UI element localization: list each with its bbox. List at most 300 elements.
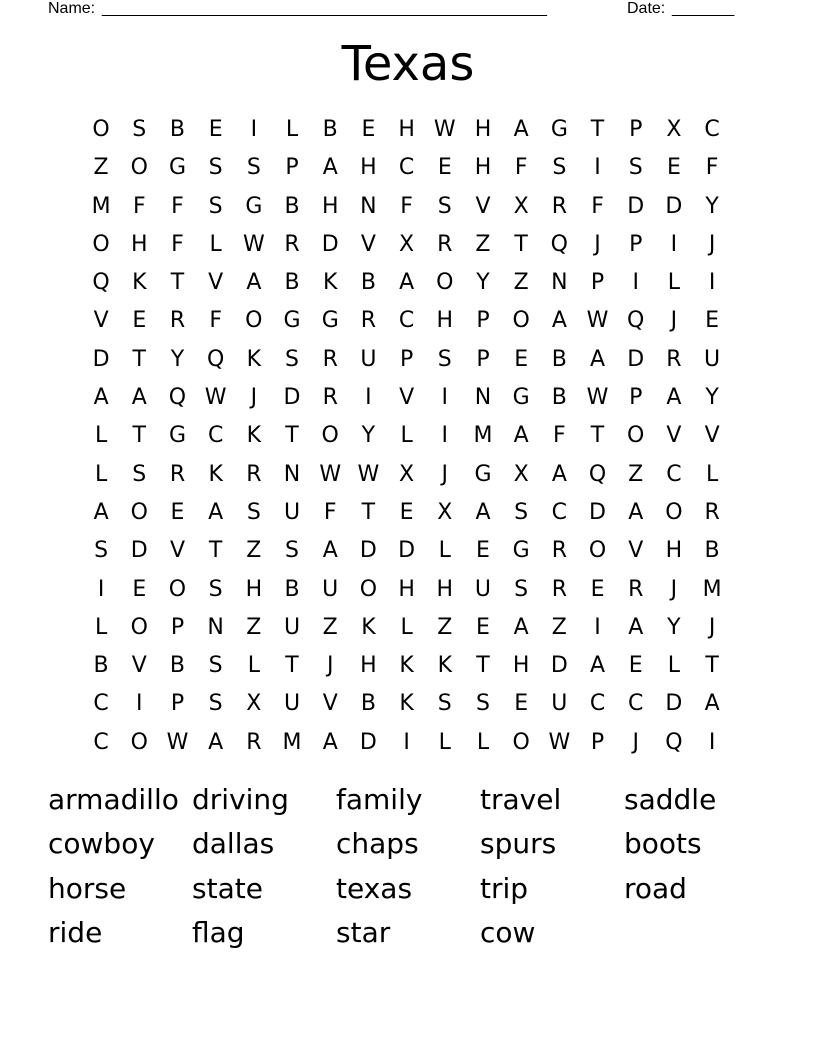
grid-letter: P <box>170 614 185 640</box>
grid-letter: S <box>437 193 452 219</box>
grid-letter: U <box>474 576 492 602</box>
grid-letter: E <box>208 117 223 142</box>
grid-letter: S <box>628 155 643 181</box>
grid-letter: Z <box>246 614 262 640</box>
grid-letter: H <box>512 653 530 679</box>
word-list-item: state <box>192 871 263 905</box>
word-list-item: family <box>336 783 423 816</box>
word-list-item: armadillo <box>48 783 179 816</box>
grid-letter: D <box>665 691 683 717</box>
grid-letter: D <box>92 346 110 372</box>
grid-letter: A <box>704 691 720 717</box>
grid-letter: C <box>666 461 682 487</box>
word-list-item: trip <box>480 871 529 905</box>
grid-letter: J <box>670 576 678 602</box>
grid-letter: L <box>667 653 681 679</box>
grid-letter: S <box>285 538 300 564</box>
grid-letter: J <box>708 614 716 640</box>
grid-letter: U <box>283 499 301 525</box>
grid-letter: C <box>628 691 644 717</box>
grid-letter: S <box>285 346 300 372</box>
grid-letter: G <box>168 423 186 449</box>
page-title: Texas <box>341 36 475 92</box>
grid-letter: L <box>400 614 413 640</box>
grid-row <box>82 724 731 762</box>
grid-letter: O <box>436 270 454 296</box>
grid-row <box>82 609 731 647</box>
grid-row <box>82 647 731 685</box>
grid-letter: S <box>208 653 223 679</box>
grid-letter: V <box>208 270 224 296</box>
grid-letter: M <box>473 423 493 449</box>
grid-letter: T <box>590 117 605 142</box>
grid-letter: L <box>94 461 108 487</box>
grid-letter: O <box>245 308 263 334</box>
grid-letter: K <box>399 653 414 679</box>
grid-letter: D <box>550 653 568 679</box>
grid-letter: S <box>246 499 261 525</box>
grid-letter: A <box>322 729 338 755</box>
header <box>48 0 748 20</box>
grid-letter: S <box>437 691 452 717</box>
grid-letter: H <box>321 193 339 219</box>
grid-letter: P <box>399 346 414 372</box>
grid-letter: H <box>398 117 415 142</box>
grid-letter: W <box>586 308 609 334</box>
grid-letter: R <box>437 231 453 257</box>
grid-letter: B <box>551 346 567 372</box>
grid-letter: A <box>590 346 606 372</box>
grid-letter: T <box>361 499 376 525</box>
grid-letter: Y <box>705 193 719 219</box>
grid-letter: D <box>589 499 606 525</box>
grid-letter: V <box>704 423 720 449</box>
grid-letter: D <box>321 231 339 257</box>
grid-letter: R <box>246 729 262 755</box>
grid-letter: V <box>93 308 109 334</box>
grid-letter: G <box>245 193 263 219</box>
grid-letter: A <box>590 653 606 679</box>
grid-letter: D <box>130 538 148 564</box>
grid-letter: O <box>92 117 110 142</box>
word-list-item: road <box>624 871 687 905</box>
grid-letter: V <box>322 691 338 717</box>
grid-letter: S <box>132 461 147 487</box>
grid-letter: O <box>359 576 378 602</box>
grid-letter: S <box>208 155 223 181</box>
grid-letter: F <box>171 231 184 257</box>
grid-letter: G <box>283 308 301 334</box>
grid-letter: D <box>665 193 683 219</box>
grid-letter: A <box>513 117 529 142</box>
grid-letter: S <box>208 691 223 717</box>
grid-letter: V <box>169 538 185 564</box>
grid-letter: B <box>704 538 720 564</box>
grid-letter: W <box>357 461 380 487</box>
grid-letter: W <box>166 729 189 755</box>
word-list <box>48 778 768 955</box>
grid-letter: A <box>246 270 262 296</box>
grid-letter: L <box>705 461 719 487</box>
grid-letter: K <box>323 270 338 296</box>
grid-letter: E <box>476 614 490 640</box>
grid-letter: E <box>514 691 529 717</box>
word-list-item: ride <box>48 915 103 949</box>
grid-letter: G <box>512 385 530 411</box>
grid-letter: B <box>360 270 376 296</box>
grid-letter: R <box>704 499 720 525</box>
word-list-item: spurs <box>480 827 557 861</box>
grid-letter: I <box>441 385 449 411</box>
grid-row <box>82 494 731 532</box>
grid-letter: O <box>130 729 148 755</box>
word-list-item: texas <box>336 871 413 905</box>
grid-letter: E <box>590 576 605 602</box>
grid-letter: B <box>284 193 300 219</box>
grid-letter: I <box>136 691 143 717</box>
grid-letter: T <box>208 538 223 564</box>
grid-letter: B <box>322 117 338 142</box>
grid-letter: U <box>283 691 301 717</box>
grid-letter: E <box>437 155 452 181</box>
grid-letter: L <box>209 231 222 257</box>
grid-letter: K <box>437 653 452 679</box>
grid-letter: O <box>168 576 187 602</box>
grid-row <box>82 685 731 723</box>
word-list-item: driving <box>192 783 289 816</box>
grid-letter: Z <box>551 614 567 640</box>
grid-letter: E <box>132 576 147 602</box>
grid-letter: P <box>476 346 490 372</box>
grid-letter: J <box>250 385 258 411</box>
grid-letter: R <box>551 193 567 219</box>
grid-letter: U <box>283 614 301 640</box>
grid-letter: R <box>322 346 338 372</box>
grid-letter: E <box>132 308 147 334</box>
grid-letter: V <box>399 385 415 411</box>
grid-letter: B <box>169 653 186 679</box>
grid-letter: W <box>242 231 265 257</box>
grid-letter: L <box>285 117 299 142</box>
grid-letter: Y <box>667 614 681 640</box>
grid-letter: H <box>474 155 492 181</box>
grid-letter: K <box>361 614 376 640</box>
grid-letter: G <box>550 117 568 142</box>
grid-letter: R <box>322 385 338 411</box>
grid-letter: W <box>319 461 342 487</box>
grid-letter: I <box>97 576 105 602</box>
grid-letter: F <box>705 155 719 181</box>
grid-letter: M <box>282 729 302 755</box>
grid-row <box>82 149 731 187</box>
grid-letter: O <box>665 499 683 525</box>
grid-letter: D <box>359 538 377 564</box>
grid-letter: I <box>632 270 639 296</box>
grid-letter: O <box>130 155 148 181</box>
grid-letter: N <box>283 461 301 487</box>
grid-letter: Z <box>93 155 109 181</box>
word-list-item: boots <box>624 827 702 861</box>
grid-row <box>82 379 731 417</box>
grid-letter: A <box>131 385 147 411</box>
word-list-item: chaps <box>336 827 419 861</box>
grid-letter: A <box>513 423 529 449</box>
grid-letter: R <box>628 576 644 602</box>
grid-letter: B <box>284 270 300 296</box>
grid-letter: C <box>398 308 415 334</box>
grid-letter: R <box>169 461 186 487</box>
grid-letter: P <box>629 117 643 142</box>
grid-letter: Z <box>513 270 529 296</box>
grid-letter: T <box>705 653 719 679</box>
grid-letter: R <box>169 308 186 334</box>
grid-letter: F <box>591 193 604 219</box>
grid-letter: A <box>628 614 644 640</box>
grid-letter: R <box>666 346 682 372</box>
grid-letter: T <box>476 653 490 679</box>
grid-letter: A <box>208 499 224 525</box>
grid-letter: B <box>93 653 109 679</box>
grid-letter: N <box>551 270 568 296</box>
grid-letter: S <box>208 193 223 219</box>
word-list-item: cow <box>480 915 536 949</box>
word-list-item: dallas <box>192 827 275 861</box>
grid-letter: X <box>666 117 682 142</box>
grid-letter: J <box>441 461 449 487</box>
grid-letter: E <box>628 653 643 679</box>
grid-letter: L <box>476 729 490 755</box>
grid-letter: F <box>132 193 146 219</box>
grid-letter: Q <box>550 231 568 257</box>
grid-letter: G <box>474 461 492 487</box>
grid-letter: I <box>670 231 678 257</box>
word-list-item: horse <box>48 871 127 905</box>
grid-letter: E <box>476 538 490 564</box>
grid-letter: T <box>514 231 528 257</box>
grid-letter: N <box>360 193 377 219</box>
grid-letter: Q <box>168 385 187 411</box>
grid-letter: E <box>514 346 529 372</box>
grid-letter: F <box>323 499 337 525</box>
grid-letter: I <box>708 270 716 296</box>
grid-letter: V <box>475 193 491 219</box>
grid-letter: S <box>132 117 147 142</box>
grid-letter: G <box>512 538 530 564</box>
grid-letter: H <box>398 576 415 602</box>
word-list-item: travel <box>480 783 562 816</box>
grid-letter: L <box>438 538 451 564</box>
grid-letter: L <box>400 423 413 449</box>
grid-letter: F <box>400 193 413 219</box>
grid-letter: B <box>360 691 376 717</box>
grid-letter: J <box>326 653 334 679</box>
grid-letter: X <box>246 691 262 717</box>
grid-letter: E <box>361 117 376 142</box>
grid-letter: A <box>551 461 567 487</box>
grid-letter: T <box>132 346 146 372</box>
grid-letter: X <box>399 231 415 257</box>
word-list-item: flag <box>192 915 245 949</box>
grid-letter: U <box>704 346 721 372</box>
grid-letter: H <box>436 308 454 334</box>
grid-letter: I <box>441 423 449 449</box>
grid-letter: Y <box>476 270 490 296</box>
grid-letter: A <box>399 270 415 296</box>
grid-letter: K <box>132 270 147 296</box>
grid-letter: V <box>628 538 644 564</box>
grid-letter: V <box>131 653 147 679</box>
grid-letter: L <box>94 423 108 449</box>
grid-letter: V <box>666 423 682 449</box>
grid-letter: A <box>666 385 682 411</box>
grid-letter: P <box>590 270 605 296</box>
grid-letter: P <box>285 155 299 181</box>
grid-letter: V <box>360 231 376 257</box>
grid-letter: L <box>94 614 108 640</box>
grid-letter: Q <box>665 729 683 755</box>
grid-row <box>82 571 731 609</box>
grid-letter: Y <box>361 423 376 449</box>
grid-letter: C <box>551 499 568 525</box>
grid-letter: N <box>207 614 224 640</box>
grid-letter: J <box>708 231 716 257</box>
grid-letter: Z <box>475 231 491 257</box>
grid-letter: K <box>399 691 414 717</box>
grid-letter: U <box>551 691 568 717</box>
grid-letter: E <box>705 308 720 334</box>
grid-letter: W <box>433 117 456 142</box>
grid-letter: K <box>246 423 262 449</box>
grid-letter: Z <box>628 461 644 487</box>
grid-letter: I <box>594 155 601 181</box>
grid-letter: A <box>513 614 529 640</box>
grid-letter: E <box>399 499 414 525</box>
grid-letter: B <box>551 385 567 411</box>
grid-letter: F <box>553 423 566 449</box>
grid-letter: Q <box>206 346 225 372</box>
grid-row <box>82 302 731 340</box>
grid-letter: A <box>551 308 567 334</box>
grid-letter: B <box>284 576 300 602</box>
grid-letter: U <box>322 576 339 602</box>
grid-letter: S <box>475 691 490 717</box>
grid-letter: O <box>321 423 339 449</box>
grid-letter: T <box>590 423 605 449</box>
grid-letter: O <box>512 729 530 755</box>
word-list-item: cowboy <box>48 827 155 861</box>
grid-letter: T <box>132 423 146 449</box>
name-label: Name: <box>48 0 96 17</box>
grid-row <box>82 188 731 226</box>
grid-letter: O <box>512 308 530 334</box>
grid-letter: F <box>209 308 222 334</box>
grid-letter: O <box>92 231 110 257</box>
date-label: Date: <box>627 0 666 17</box>
grid-letter: A <box>475 499 491 525</box>
grid-letter: P <box>629 385 643 411</box>
grid-letter: C <box>398 155 415 181</box>
grid-letter: L <box>247 653 260 679</box>
grid-row <box>82 111 731 149</box>
grid-letter: R <box>551 538 567 564</box>
grid-letter: Z <box>246 538 262 564</box>
grid-letter: T <box>170 270 185 296</box>
grid-row <box>82 417 731 455</box>
grid-letter: H <box>360 653 377 679</box>
grid-letter: A <box>93 385 109 411</box>
grid-letter: E <box>170 499 185 525</box>
grid-letter: L <box>438 729 451 755</box>
grid-letter: X <box>437 499 453 525</box>
grid-row <box>82 341 731 379</box>
grid-letter: C <box>207 423 224 449</box>
grid-letter: X <box>513 193 529 219</box>
grid-letter: S <box>208 576 223 602</box>
name-line: __________________________________________________ <box>102 0 547 17</box>
grid-letter: C <box>704 117 720 142</box>
grid-letter: M <box>91 193 111 219</box>
grid-letter: X <box>399 461 415 487</box>
grid-letter: J <box>670 308 678 334</box>
grid-letter: M <box>702 576 722 602</box>
grid-letter: F <box>171 193 184 219</box>
grid-letter: Q <box>92 270 110 296</box>
grid-letter: R <box>551 576 567 602</box>
grid-letter: H <box>665 538 683 564</box>
grid-letter: R <box>360 308 377 334</box>
grid-letter: Q <box>588 461 607 487</box>
grid-letter: I <box>250 117 258 142</box>
grid-letter: F <box>514 155 528 181</box>
grid-letter: L <box>667 270 681 296</box>
grid-letter: H <box>474 117 492 142</box>
grid-letter: D <box>359 729 377 755</box>
grid-letter: O <box>130 614 148 640</box>
grid-letter: P <box>590 729 605 755</box>
word-list-item: star <box>336 915 391 949</box>
grid-letter: J <box>594 231 601 257</box>
grid-letter: I <box>708 729 716 755</box>
grid-letter: A <box>93 499 109 525</box>
grid-letter: K <box>208 461 223 487</box>
grid-letter: S <box>94 538 109 564</box>
grid-letter: H <box>360 155 377 181</box>
grid-letter: P <box>170 691 185 717</box>
grid-letter: G <box>321 308 339 334</box>
grid-letter: S <box>514 499 529 525</box>
grid-letter: A <box>322 155 338 181</box>
grid-letter: I <box>594 614 601 640</box>
grid-letter: H <box>131 231 148 257</box>
grid-letter: O <box>130 499 148 525</box>
grid-letter: C <box>93 729 109 755</box>
word-list-item: saddle <box>624 783 717 816</box>
grid-letter: T <box>285 653 299 679</box>
grid-letter: S <box>246 155 261 181</box>
grid-letter: E <box>666 155 681 181</box>
grid-row <box>82 264 731 302</box>
grid-row <box>82 532 731 570</box>
grid-letter: N <box>474 385 492 411</box>
grid-letter: A <box>322 538 338 564</box>
grid-letter: C <box>93 691 109 717</box>
grid-letter: Q <box>627 308 645 334</box>
grid-letter: H <box>436 576 454 602</box>
grid-letter: R <box>284 231 300 257</box>
grid-letter: R <box>246 461 262 487</box>
grid-row <box>82 456 731 494</box>
grid-letter: D <box>627 193 645 219</box>
